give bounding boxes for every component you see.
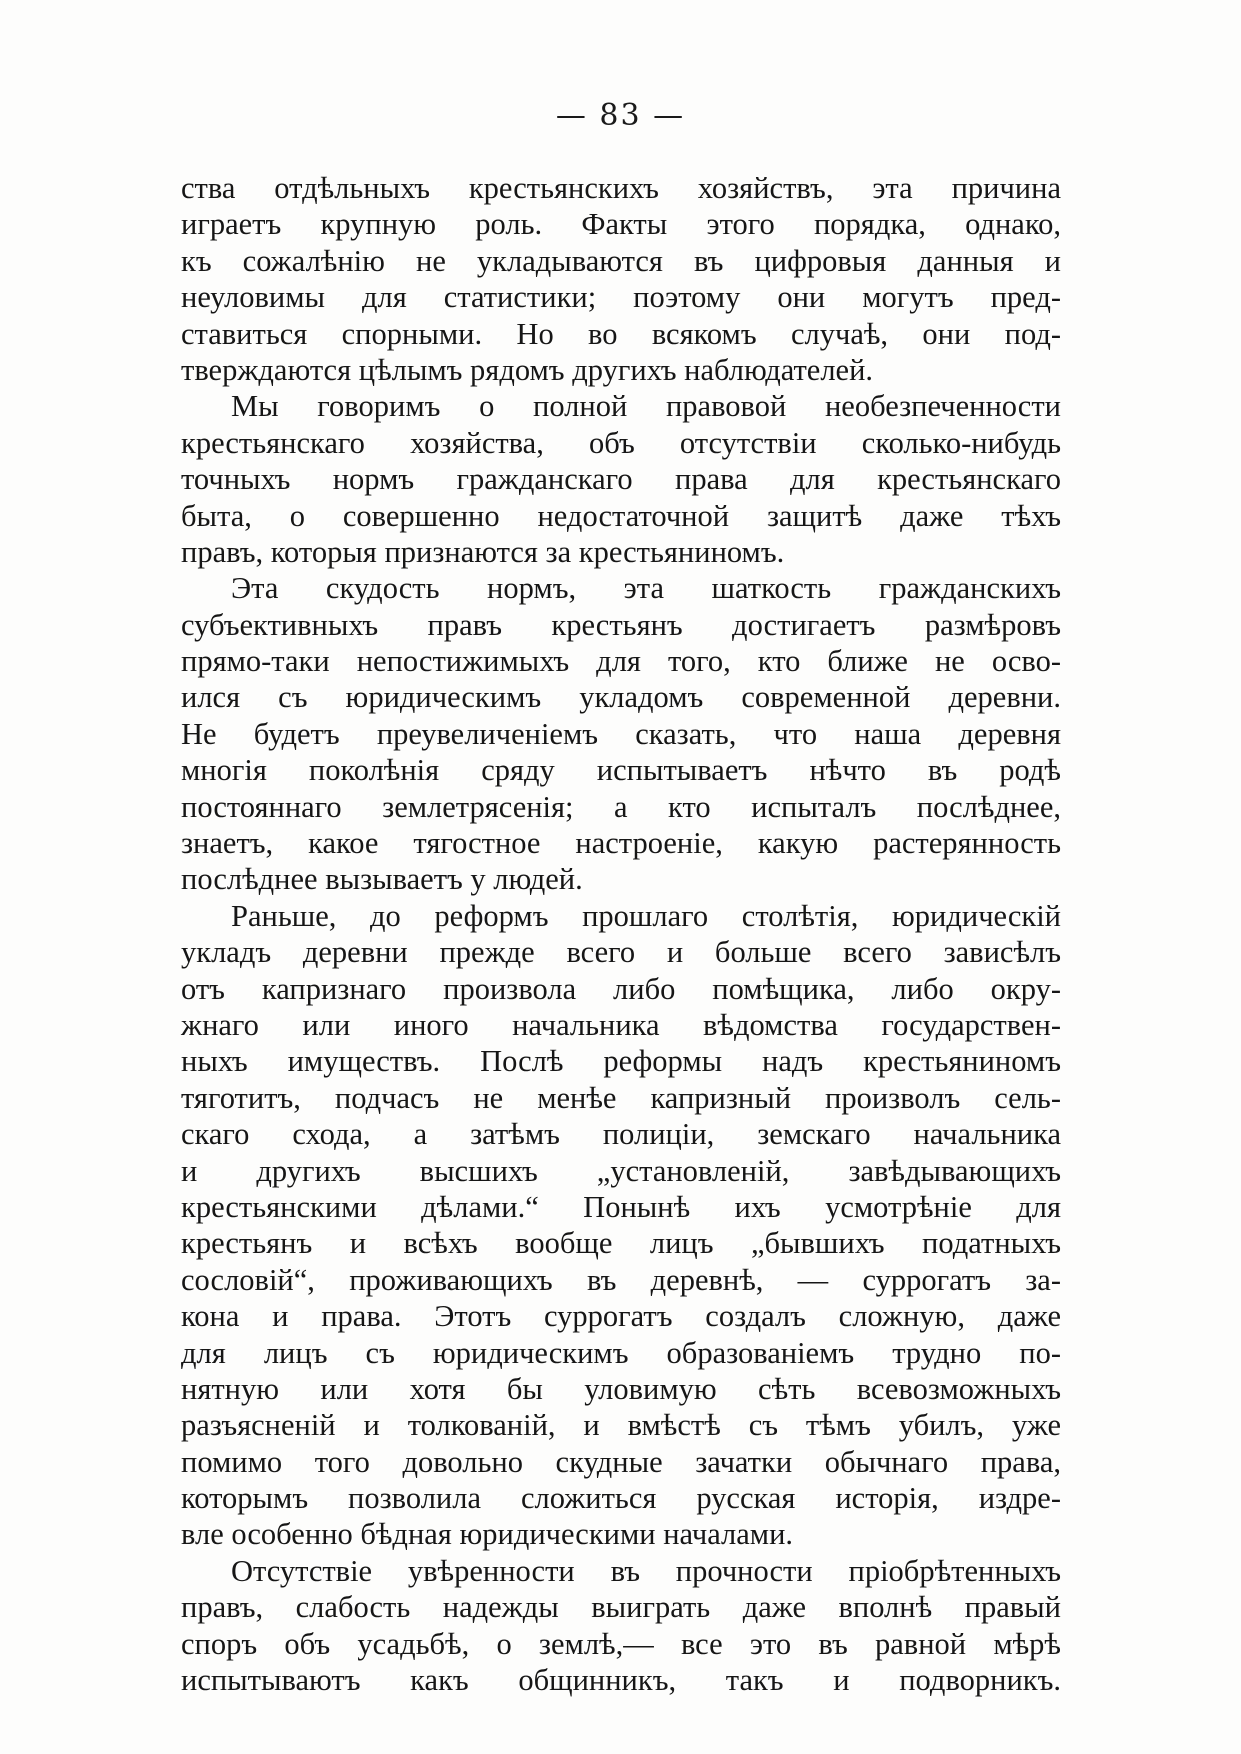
text-line: субъективныхъ правъ крестьянъ достигаетъ размѣровъ [181, 607, 1061, 642]
text-line: тверждаются цѣлымъ рядомъ другихъ наблюдателей. [181, 352, 874, 387]
text-line: испытываютъ какъ общинникъ, такъ и подворникъ. [181, 1663, 1061, 1698]
text-line: ства отдѣльныхъ крестьянскихъ хозяйствъ, эта причина [181, 171, 1061, 205]
paragraph-2 [181, 388, 1061, 570]
body-text [181, 170, 1061, 1698]
text-line: Отсутствіе увѣренности въ прочности пріобрѣтенныхъ [231, 1553, 1061, 1588]
text-line: постояннаго землетрясенія; а кто испыталъ послѣднее, [181, 789, 1061, 824]
paragraph-4 [181, 898, 1061, 1553]
text-line: быта, о совершенно недостаточной защитѣ даже тѣхъ [181, 498, 1061, 533]
paragraph-3 [181, 570, 1061, 898]
page-number: — 83 — [555, 98, 686, 133]
text-line: нятную или хотя бы уловимую сѣть всевозможныхъ [181, 1371, 1061, 1406]
text-line: ился съ юридическимъ укладомъ современной деревни. [181, 680, 1061, 715]
text-line: укладъ деревни прежде всего и больше всего зависѣлъ [181, 935, 1061, 970]
text-line: помимо того довольно скудные зачатки обычнаго права, [181, 1444, 1061, 1479]
text-line: вле особенно бѣдная юридическими началами. [181, 1517, 794, 1552]
text-line: многія поколѣнія сряду испытываетъ нѣчто въ родѣ [181, 753, 1061, 788]
paragraph-1 [181, 170, 1061, 388]
text-line: Раньше, до реформъ прошлаго столѣтія, юридическій [231, 898, 1061, 933]
text-line: для лицъ съ юридическимъ образованіемъ трудно по- [181, 1335, 1061, 1370]
text-line: крестьянъ и всѣхъ вообще лицъ „бывшихъ податныхъ [181, 1226, 1061, 1261]
text-line: къ сожалѣнію не укладываются въ цифровыя данныя и [181, 243, 1061, 278]
text-line: правъ, которыя признаются за крестьяниномъ. [181, 534, 785, 569]
text-line: споръ объ усадьбѣ, о землѣ,— все это въ равной мѣрѣ [181, 1626, 1061, 1661]
text-line: Мы говоримъ о полной правовой необезпеченности [231, 389, 1061, 424]
text-line: правъ, слабость надежды выиграть даже вполнѣ правый [181, 1590, 1061, 1625]
text-line: точныхъ нормъ гражданскаго права для крестьянскаго [181, 462, 1061, 497]
text-line: играетъ крупную роль. Факты этого порядка, однако, [181, 207, 1061, 242]
paragraph-5 [181, 1553, 1061, 1699]
text-line: неуловимы для статистики; поэтому они могутъ пред- [181, 280, 1061, 315]
text-line: тяготитъ, подчасъ не менѣе капризный произволъ сель- [181, 1080, 1061, 1115]
text-line: Не будетъ преувеличеніемъ сказать, что наша деревня [181, 716, 1061, 751]
text-line: послѣднее вызываетъ у людей. [181, 862, 583, 897]
text-line: крестьянскаго хозяйства, объ отсутствіи сколько-нибудь [181, 425, 1061, 460]
text-line: сословій“, проживающихъ въ деревнѣ, — суррогатъ за- [181, 1262, 1061, 1297]
text-line: которымъ позволила сложиться русская исторія, издре- [181, 1481, 1061, 1516]
text-line: ставиться спорными. Но во всякомъ случаѣ, они под- [181, 316, 1061, 351]
text-line: прямо-таки непостижимыхъ для того, кто ближе не осво- [181, 644, 1061, 679]
text-line: крестьянскими дѣлами.“ Понынѣ ихъ усмотрѣніе для [181, 1189, 1061, 1224]
text-line: отъ капризнаго произвола либо помѣщика, либо окру- [181, 971, 1061, 1006]
text-line: ныхъ имуществъ. Послѣ реформы надъ крестьяниномъ [181, 1044, 1061, 1079]
text-line: жнаго или иного начальника вѣдомства государствен- [181, 1007, 1061, 1042]
text-line: скаго схода, а затѣмъ полиціи, земскаго начальника [181, 1117, 1061, 1152]
text-line: и другихъ высшихъ „установленій, завѣдывающихъ [181, 1153, 1061, 1188]
text-line: кона и права. Этотъ суррогатъ создалъ сложную, даже [181, 1299, 1061, 1334]
text-line: знаетъ, какое тягостное настроеніе, какую растерянность [181, 826, 1061, 861]
text-line: Эта скудость нормъ, эта шаткость гражданскихъ [231, 571, 1061, 606]
text-line: разъясненій и толкованій, и вмѣстѣ съ тѣмъ убилъ, уже [181, 1408, 1061, 1443]
